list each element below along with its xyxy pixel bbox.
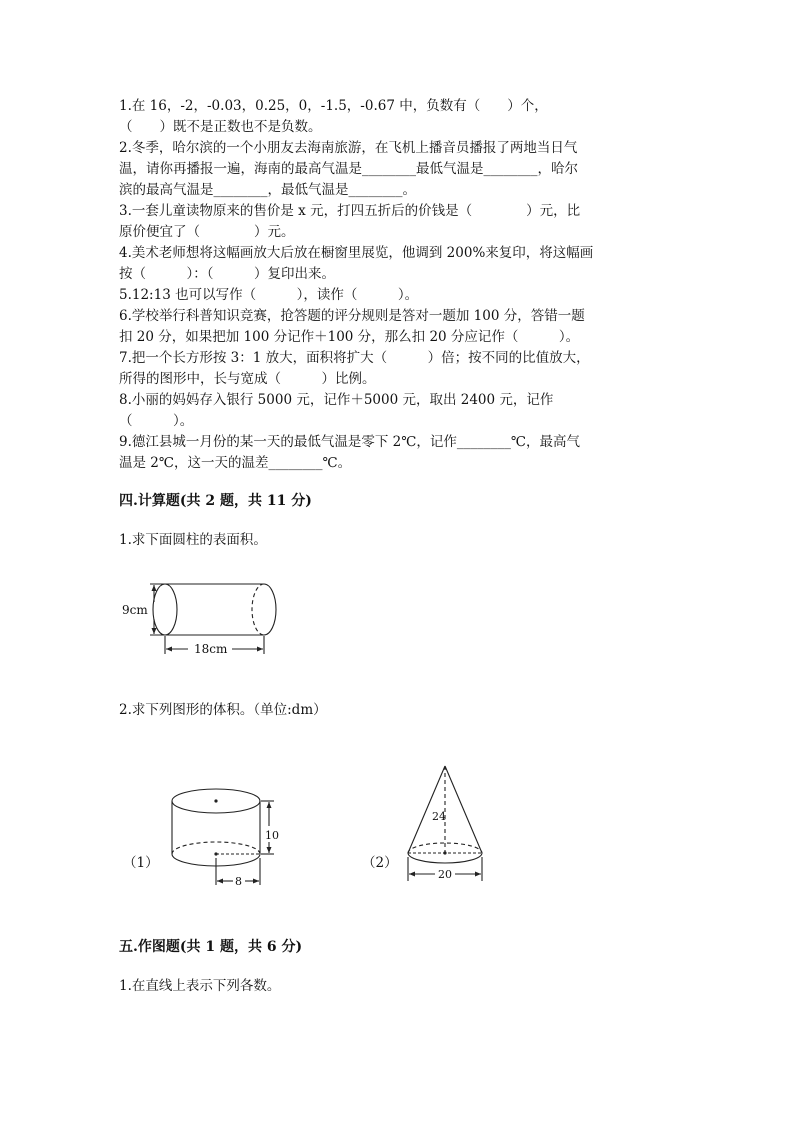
section-heading-calc: 四.计算题(共 2 题，共 11 分) [119, 493, 312, 509]
height-label: 10 [265, 829, 279, 842]
length-label: 18cm [194, 642, 228, 656]
center-point [214, 799, 217, 802]
text-line: 5.12:13 也可以写作（ ），读作（ ）。 [119, 287, 419, 303]
arrowhead [217, 879, 223, 884]
text-line: 3.一套儿童读物原来的售价是 x 元，打四五折后的价钱是（ ）元，比 [119, 203, 581, 219]
arrowhead [253, 879, 259, 884]
text-line: 1.在 16，-2，-0.03，0.25，0，-1.5，-0.67 中，负数有（ ）个， [119, 98, 548, 114]
cylinder-left-face [153, 584, 177, 635]
text-line: 按（ ）：（ ）复印出来。 [119, 266, 335, 282]
text-line: 4.美术老师想将这幅画放大后放在橱窗里展览，他调到 200%来复印，将这幅画 [119, 245, 594, 261]
arrowhead [267, 847, 272, 853]
cylinder-figure [118, 578, 288, 660]
arrowhead [257, 647, 263, 652]
text-line: 滨的最高气温是________，最低气温是________。 [119, 182, 416, 198]
arrowhead [409, 872, 415, 877]
question-text: 1.求下面圆柱的表面积。 [119, 532, 267, 548]
text-line: 6.学校举行科普知识竞赛，抢答题的评分规则是答对一题加 100 分，答错一题 [119, 308, 585, 324]
cone-figure [403, 762, 487, 884]
text-line: 所得的图形中，长与宽成（ ）比例。 [119, 371, 376, 387]
cylinder-volume-figure [170, 786, 285, 890]
radius-label: 8 [235, 875, 242, 888]
text-line: 7.把一个长方形按 3：1 放大，面积将扩大（ ）倍；按不同的比值放大， [119, 350, 590, 366]
cone-slant-edge [445, 766, 482, 853]
arrowhead [152, 585, 157, 591]
text-line: 9.德江县城一月份的某一天的最低气温是零下 2℃，记作________℃，最高气 [119, 434, 580, 450]
cylinder-hidden-edge [252, 584, 264, 635]
center-point [214, 852, 217, 855]
text-line: 原价便宜了（ ）元。 [119, 224, 295, 240]
height-label: 24 [432, 810, 446, 823]
center-point [443, 851, 446, 854]
arrowhead [475, 872, 481, 877]
text-line: 2.冬季，哈尔滨的一个小朋友去海南旅游，在飞机上播音员播报了两地当日气 [119, 140, 578, 156]
question-text: 1.在直线上表示下列各数。 [119, 978, 281, 994]
question-text: 2.求下列图形的体积。（单位:dm） [119, 702, 327, 718]
figure-label: （2） [362, 855, 398, 871]
arrowhead [267, 802, 272, 808]
height-label: 9cm [122, 603, 148, 617]
diameter-label: 20 [438, 868, 452, 881]
figure-label: （1） [123, 855, 159, 871]
text-line: 扣 20 分，如果把加 100 分记作＋100 分，那么扣 20 分应记作（ ）。 [119, 329, 580, 345]
text-line: 8.小丽的妈妈存入银行 5000 元，记作＋5000 元，取出 2400 元，记作 [119, 392, 554, 408]
cylinder-right-face [264, 584, 276, 635]
arrowhead [166, 647, 172, 652]
text-line: （ ）。 [119, 413, 194, 429]
arrowhead [152, 628, 157, 634]
cylinder-bottom-back [172, 842, 260, 854]
section-heading-drawing: 五.作图题(共 1 题，共 6 分) [119, 939, 303, 955]
text-line: （ ）既不是正数也不是负数。 [119, 119, 322, 135]
text-line: 温，请你再播报一遍，海南的最高气温是________最低气温是________，哈尔 [119, 161, 578, 177]
text-line: 温是 2℃，这一天的温差________℃。 [119, 455, 352, 471]
